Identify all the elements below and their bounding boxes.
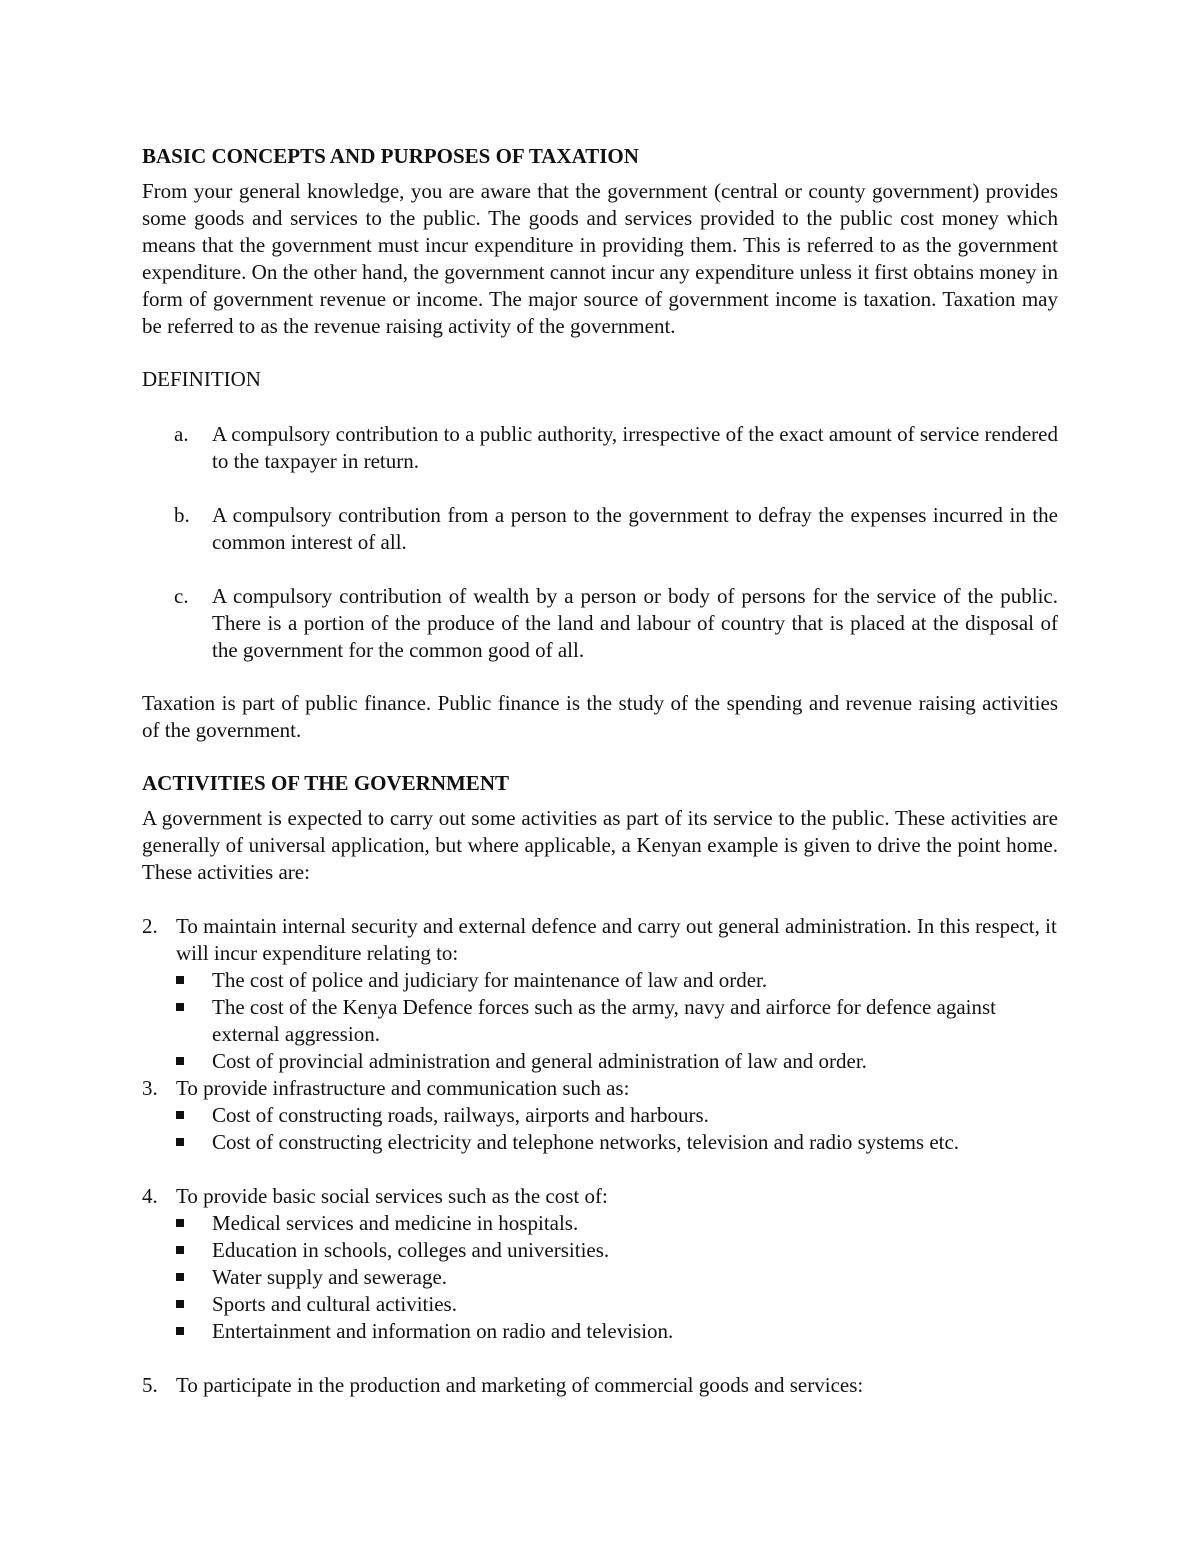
bullet-list [176,1102,1058,1156]
list-item [176,1102,1058,1129]
definition-text: A compulsory contribution from a person to the government to defray the expenses incurred in the common interest of all. [212,503,1058,554]
definition-marker: c. [174,584,189,608]
activity-item [142,1183,1058,1345]
list-item [176,967,1058,994]
activity-item [142,1075,1058,1156]
bullet-list [176,967,1058,1075]
list-item [176,1237,1058,1264]
activity-item [142,1372,1058,1399]
bullet-text: The cost of the Kenya Defence forces such as the army, navy and airforce for defence against external aggression. [212,995,997,1046]
bullet-list [176,1210,1058,1345]
square-bullet-icon [176,1111,184,1119]
square-bullet-icon [176,1219,184,1227]
list-item [176,1318,1058,1345]
square-bullet-icon [176,976,184,984]
bullet-text: Cost of provincial administration and general administration of law and order. [212,1049,867,1073]
bullet-text: Water supply and sewerage. [212,1265,448,1289]
definition-marker: a. [174,422,189,446]
activity-text: To participate in the production and marketing of commercial goods and services: [176,1373,864,1397]
square-bullet-icon [176,1003,184,1011]
square-bullet-icon [176,1138,184,1146]
square-bullet-icon [176,1246,184,1254]
square-bullet-icon [176,1273,184,1281]
activity-text: To maintain internal security and external defence and carry out general administration. In this respect, it will incur expenditure relating to: [176,914,1057,965]
list-item [176,1129,1058,1156]
activity-text: To provide basic social services such as the cost of: [176,1184,608,1208]
bullet-text: Cost of constructing electricity and telephone networks, television and radio systems etc. [212,1130,960,1154]
bullet-text: Education in schools, colleges and universities. [212,1238,610,1262]
definition-marker: b. [174,503,190,527]
activities-list [142,913,1058,1399]
definition-text: A compulsory contribution to a public authority, irrespective of the exact amount of service rendered to the taxpayer in return. [212,422,1058,473]
list-item [176,1210,1058,1237]
definition-text: A compulsory contribution of wealth by a person or body of persons for the service of the public. There is a portion of the produce of the land and labour of country that is placed at the disposal of the government for the common good of all. [212,584,1058,662]
page-content [142,143,1058,1399]
activity-text: To provide infrastructure and communication such as: [176,1076,630,1100]
definition-item [142,583,1058,664]
activity-number: 3. [142,1076,158,1100]
definition-item [142,421,1058,475]
activity-number: 2. [142,914,158,938]
section-heading-basic-concepts: BASIC CONCEPTS AND PURPOSES OF TAXATION [142,144,639,168]
definition-list [142,421,1058,664]
bullet-text: Entertainment and information on radio and television. [212,1319,674,1343]
bullet-text: Cost of constructing roads, railways, airports and harbours. [212,1103,709,1127]
bullet-text: Sports and cultural activities. [212,1292,457,1316]
activity-number: 5. [142,1373,158,1397]
activity-number: 4. [142,1184,158,1208]
list-item [176,1048,1058,1075]
square-bullet-icon [176,1327,184,1335]
definition-title: DEFINITION [142,367,261,391]
square-bullet-icon [176,1300,184,1308]
definition-item [142,502,1058,556]
bullet-text: Medical services and medicine in hospitals. [212,1211,579,1235]
list-item [176,1264,1058,1291]
activity-item [142,913,1058,1075]
list-item [176,1291,1058,1318]
list-item [176,994,1058,1048]
section-heading-activities: ACTIVITIES OF THE GOVERNMENT [142,771,509,795]
bullet-text: The cost of police and judiciary for maintenance of law and order. [212,968,768,992]
square-bullet-icon [176,1057,184,1065]
activities-intro: A government is expected to carry out some activities as part of its service to the public. These activities are generally of universal application, but where applicable, a Kenyan example is given to drive the point home. These activities are: [142,806,1058,884]
intro-paragraph: From your general knowledge, you are aware that the government (central or county government) provides some goods and services to the public. The goods and services provided to the public cost money which means that the government must incur expenditure in providing them. This is referred to as the government expenditure. On the other hand, the government cannot incur any expenditure unless it first obtains money in form of government revenue or income. The major source of government income is taxation. Taxation may be referred to as the revenue raising activity of the government. [142,179,1058,338]
public-finance-paragraph: Taxation is part of public finance. Public finance is the study of the spending and revenue raising activities of the government. [142,691,1058,742]
